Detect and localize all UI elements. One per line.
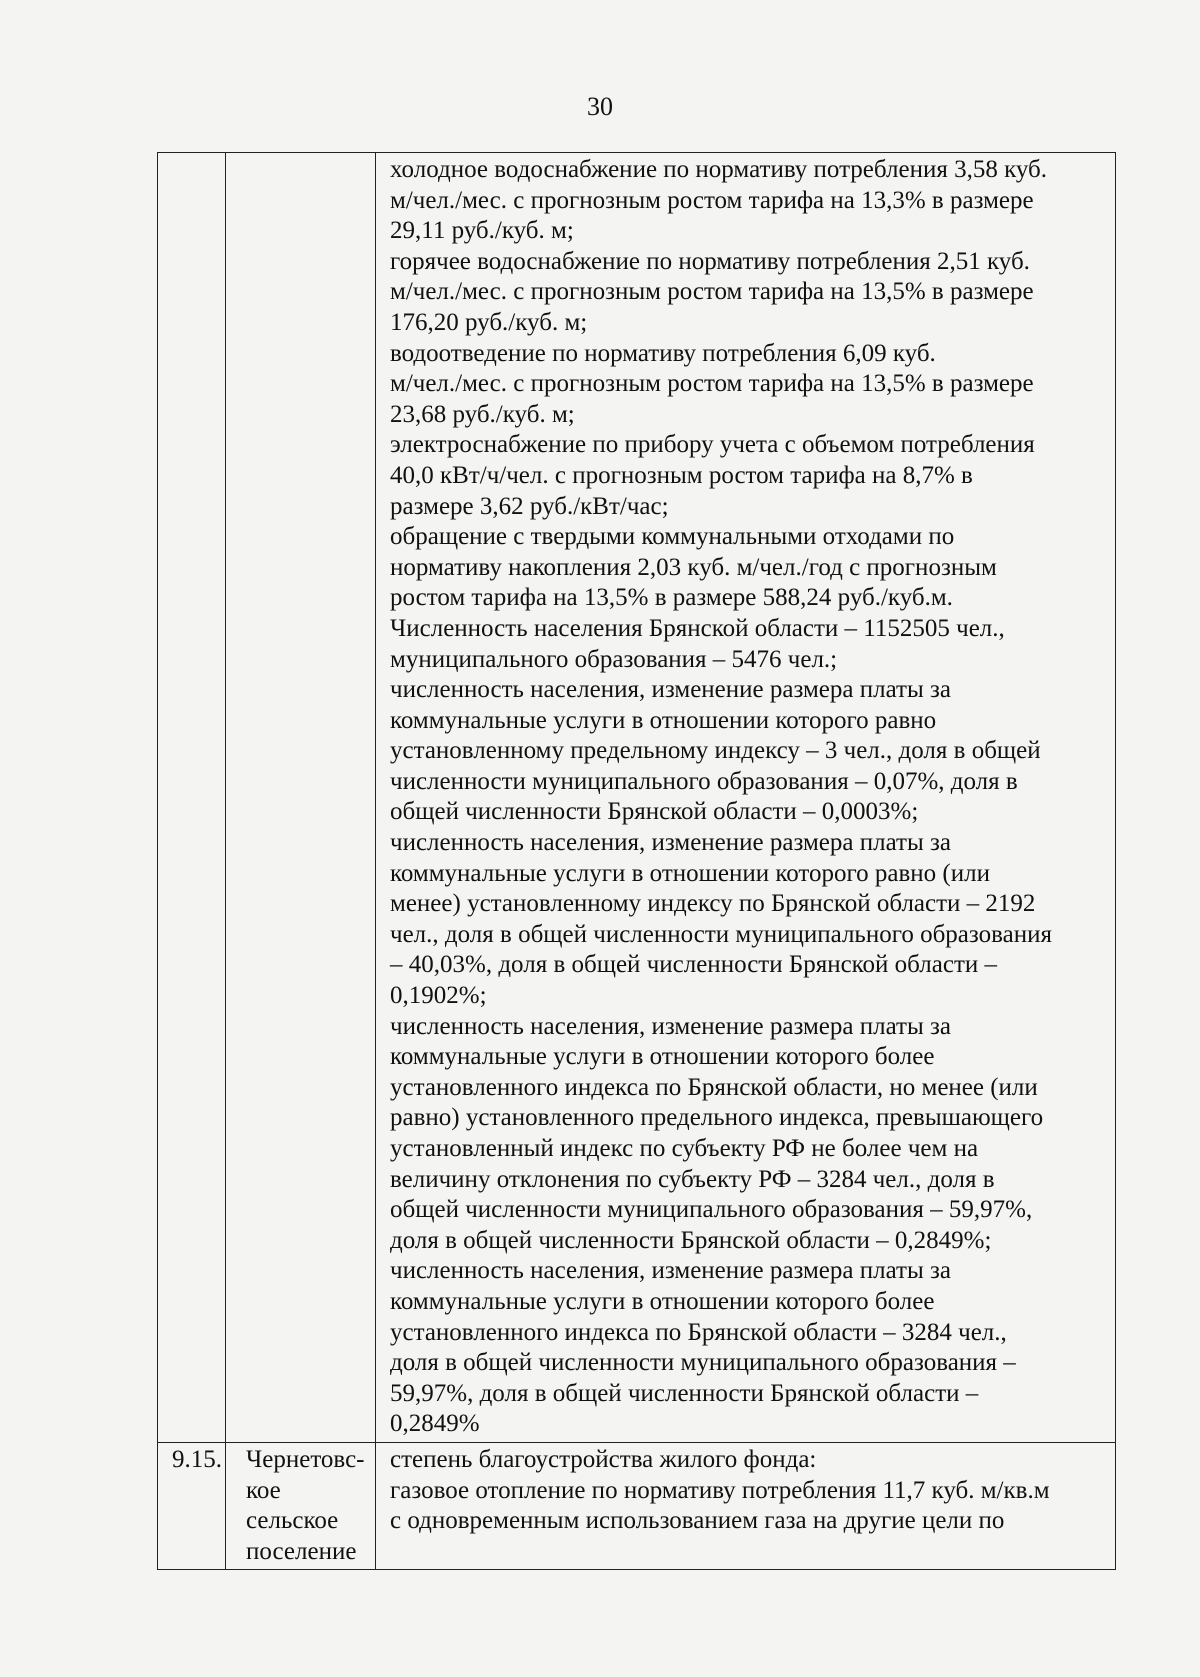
description-line: электроснабжение по прибору учета с объемом потребления: [390, 431, 1035, 459]
description-line: 0,2849%: [390, 1410, 480, 1438]
description-line: муниципального образования – 5476 чел.;: [390, 645, 838, 673]
description-cell: [376, 153, 1116, 1443]
page-number: 30: [587, 92, 613, 121]
description-line: доля в общей численности муниципального образования –: [390, 1349, 1016, 1377]
description-line: водоотведение по нормативу потребления 6,09 куб.: [390, 339, 936, 367]
description-line: 23,68 руб./куб. м;: [390, 400, 575, 428]
description-line: установленного индекса по Брянской области, но менее (или: [390, 1073, 1038, 1101]
description-line: степень благоустройства жилого фонда:: [390, 1445, 817, 1473]
description-line: ростом тарифа на 13,5% в размере 588,24 руб./куб.м.: [390, 584, 953, 612]
description-line: численность населения, изменение размера платы за: [390, 676, 951, 704]
description-line: коммунальные услуги в отношении которого более: [390, 1043, 935, 1071]
description-line: менее) установленному индексу по Брянской области – 2192: [390, 890, 1036, 918]
description-line: 176,20 руб./куб. м;: [390, 308, 588, 336]
description-line: численность населения, изменение размера платы за: [390, 1257, 951, 1285]
table-body: [158, 153, 1116, 1570]
description-line: м/чел./мес. с прогнозным ростом тарифа на 13,5% в размере: [390, 278, 1034, 306]
table-row: [158, 153, 1116, 1443]
description-line: чел., доля в общей численности муниципального образования: [390, 920, 1052, 948]
description-line: установленного индекса по Брянской области – 3284 чел.,: [390, 1318, 1007, 1346]
description-line: м/чел./мес. с прогнозным ростом тарифа на 13,3% в размере: [390, 186, 1034, 214]
description-line: нормативу накопления 2,03 куб. м/чел./год с прогнозным: [390, 553, 997, 581]
row-number-cell: 9.15.: [158, 1442, 226, 1569]
description-line: с одновременным использованием газа на другие цели по: [390, 1507, 1005, 1535]
description-line: обращение с твердыми коммунальными отходами по: [390, 523, 955, 551]
description-line: равно) установленного предельного индекса, превышающего: [390, 1104, 1044, 1132]
description-line: размере 3,62 руб./кВт/час;: [390, 492, 669, 520]
description-line: газовое отопление по нормативу потребления 11,7 куб. м/кв.м: [390, 1476, 1050, 1504]
tariff-table: [157, 152, 1116, 1570]
description-line: холодное водоснабжение по нормативу потребления 3,58 куб.: [390, 156, 1048, 183]
description-line: установленному предельному индексу – 3 чел., доля в общей: [390, 737, 1041, 765]
description-line: коммунальные услуги в отношении которого равно: [390, 706, 937, 734]
settlement-name-cell: [226, 1442, 376, 1569]
description-line: установленный индекс по субъекту РФ не более чем на: [390, 1135, 979, 1162]
description-line: 0,1902%;: [390, 982, 487, 1010]
settlement-name-line: сельское: [246, 1507, 339, 1535]
description-line: горячее водоснабжение по нормативу потребления 2,51 куб.: [390, 247, 1030, 275]
description-line: общей численности муниципального образования – 59,97%,: [390, 1196, 1033, 1224]
settlement-name-line: поселение: [246, 1537, 357, 1565]
description-line: доля в общей численности Брянской области – 0,2849%;: [390, 1226, 992, 1254]
table-row: [158, 1442, 1116, 1569]
description-line: 59,97%, доля в общей численности Брянской области –: [390, 1379, 979, 1407]
description-line: коммунальные услуги в отношении которого более: [390, 1287, 935, 1315]
description-line: Численность населения Брянской области – 1152505 чел.,: [390, 614, 1005, 642]
description-line: 40,0 кВт/ч/чел. с прогнозным ростом тарифа на 8,7% в: [390, 461, 973, 489]
description-line: коммунальные услуги в отношении которого равно (или: [390, 859, 990, 887]
description-line: численности муниципального образования – 0,07%, доля в: [390, 767, 1018, 795]
description-line: численность населения, изменение размера платы за: [390, 1012, 951, 1040]
description-line: – 40,03%, доля в общей численности Брянской области –: [390, 951, 997, 979]
description-line: численность населения, изменение размера платы за: [390, 829, 951, 857]
description-line: 29,11 руб./куб. м;: [390, 217, 574, 245]
settlement-name-cell: [226, 153, 376, 1443]
description-line: величину отклонения по субъекту РФ – 3284 чел., доля в: [390, 1165, 995, 1193]
description-cell: [376, 1442, 1116, 1569]
description-line: общей численности Брянской области – 0,0003%;: [390, 798, 919, 826]
settlement-name-line: кое: [246, 1476, 281, 1504]
settlement-name-line: Чернетовс-: [246, 1445, 365, 1473]
row-number-cell: [158, 153, 226, 1443]
description-line: м/чел./мес. с прогнозным ростом тарифа на 13,5% в размере: [390, 370, 1034, 398]
